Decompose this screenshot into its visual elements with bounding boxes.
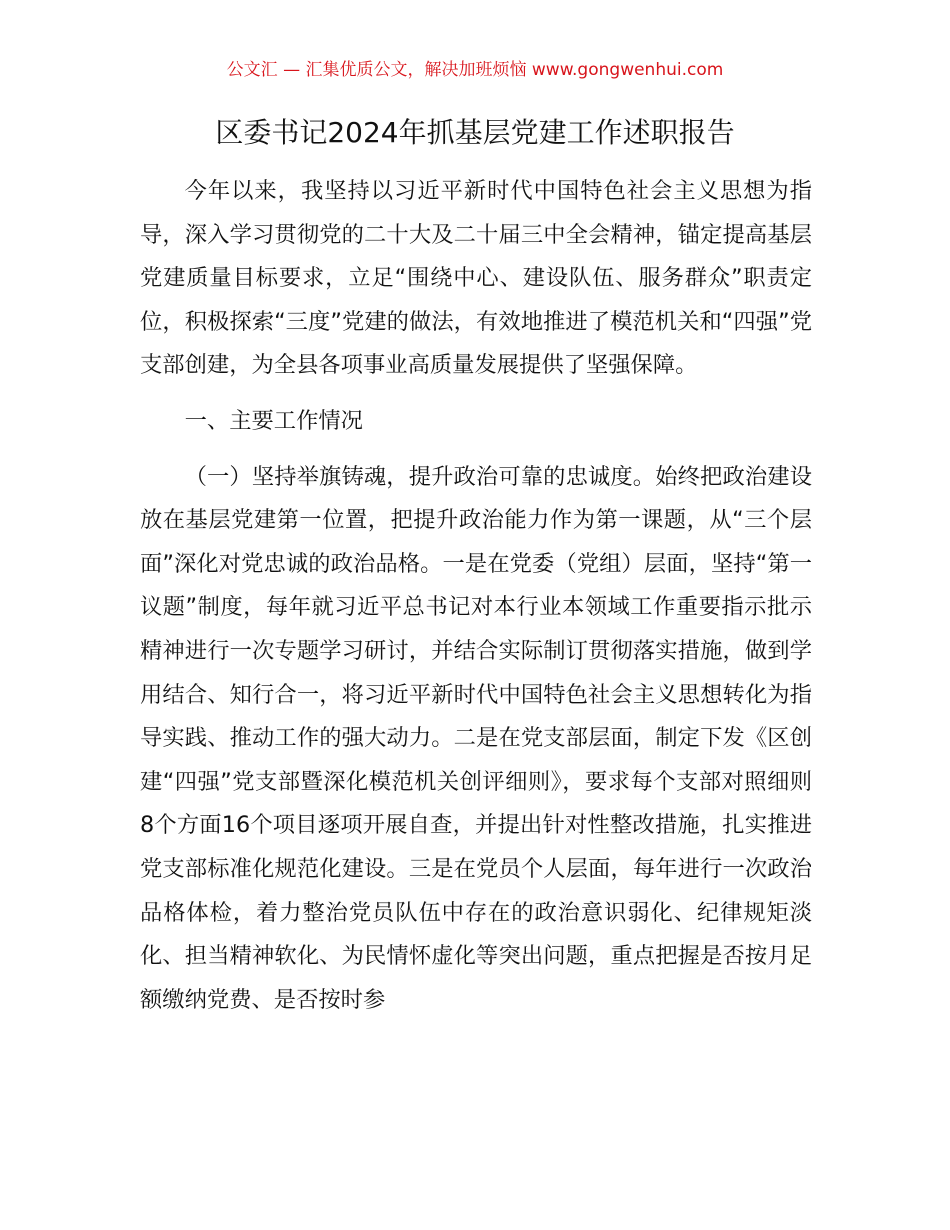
site-banner: 公文汇 — 汇集优质公文，解决加班烦恼 www.gongwenhui.com bbox=[226, 60, 724, 80]
document-title: 区委书记2024年抓基层党建工作述职报告 bbox=[215, 116, 735, 149]
body-paragraph: （一）坚持举旗铸魂，提升政治可靠的忠诚度。始终把政治建设放在基层党建第一位置，把提升政治能力作为第一课题，从“三个层面”深化对党忠诚的政治品格。一是在党委（党组）层面，坚持“第一议题”制度，每年就习近平总书记对本行业本领域工作重要指示批示精神进行一次专题学习研讨，并结合实际制订贯彻落实措施，做到学用结合、知行合一，将习近平新时代中国特色社会主义思想转化为指导实践、推动工作的强大动力。二是在党支部层面，制定下发《区创建“四强”党支部暨深化模范机关创评细则》，要求每个支部对照细则8个方面16个项目逐项开展自查，并提出针对性整改措施，扎实推进党支部标准化规范化建设。三是在党员个人层面，每年进行一次政治品格体检，着力整治党员队伍中存在的政治意识弱化、纪律规矩淡化、担当精神软化、为民情怀虚化等突出问题，重点把握是否按月足额缴纳党费、是否按时参 bbox=[140, 463, 812, 1013]
document-body bbox=[140, 170, 812, 1022]
section-heading: 一、主要工作情况 bbox=[184, 407, 363, 434]
intro-paragraph: 今年以来，我坚持以习近平新时代中国特色社会主义思想为指导，深入学习贯彻党的二十大及二十届三中全会精神，锚定提高基层党建质量目标要求，立足“围绕中心、建设队伍、服务群众”职责定位，积极探索“三度”党建的做法，有效地推进了模范机关和“四强”党支部创建，为全县各项事业高质量发展提供了坚强保障。 bbox=[140, 178, 812, 379]
